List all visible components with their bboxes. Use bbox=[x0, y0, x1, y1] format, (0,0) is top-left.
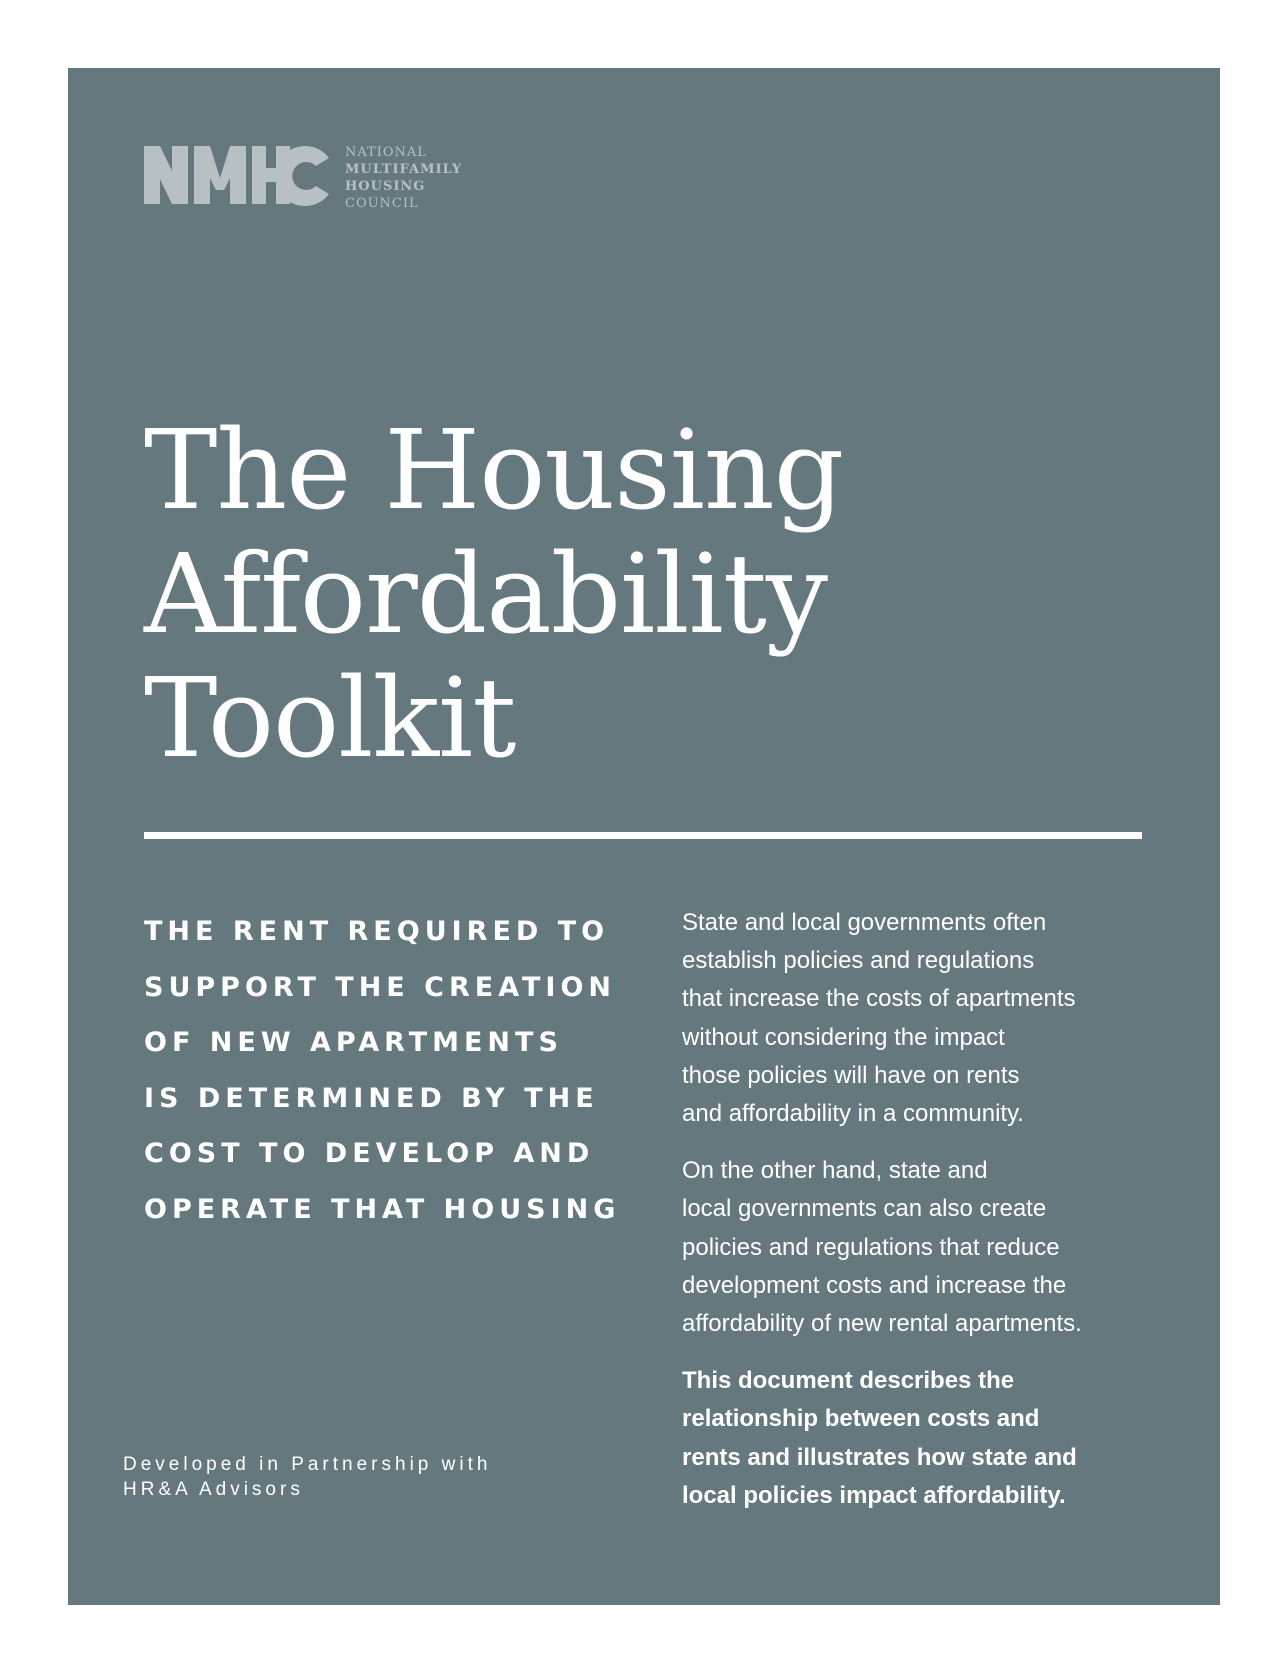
body-line: those policies will have on rents bbox=[682, 1061, 1020, 1089]
nmhc-logo bbox=[144, 144, 462, 212]
body-paragraph-1 bbox=[682, 904, 1142, 1133]
body-line: local policies impact affordability. bbox=[682, 1481, 1066, 1509]
logo-line-council: COUNCIL bbox=[345, 196, 419, 211]
partner-line: HR&A Advisors bbox=[123, 1479, 304, 1500]
logo-line-multifamily: MULTIFAMILY bbox=[345, 162, 463, 177]
body-paragraph-2 bbox=[682, 1152, 1142, 1343]
partner-line: Developed in Partnership with bbox=[123, 1454, 492, 1475]
lead-line: COST TO DEVELOP AND bbox=[144, 1138, 595, 1169]
partner-credit bbox=[123, 1452, 491, 1502]
logo-wordmark bbox=[345, 144, 462, 212]
body-line: without considering the impact bbox=[682, 1023, 1005, 1051]
body-line: local governments can also create bbox=[682, 1195, 1047, 1223]
body-line: State and local governments often bbox=[682, 909, 1047, 936]
body-line: development costs and increase the bbox=[682, 1271, 1067, 1299]
body-line: rents and illustrates how state and bbox=[682, 1443, 1077, 1471]
body-line: establish policies and regulations bbox=[682, 947, 1035, 975]
logo-line-national: NATIONAL bbox=[345, 145, 427, 160]
logo-line-housing: HOUSING bbox=[345, 179, 426, 194]
body-line: On the other hand, state and bbox=[682, 1157, 988, 1185]
body-paragraph-3 bbox=[682, 1362, 1142, 1515]
body-line: policies and regulations that reduce bbox=[682, 1233, 1060, 1261]
title-line: Affordability bbox=[144, 530, 828, 658]
lead-line: SUPPORT THE CREATION bbox=[144, 971, 617, 1003]
lead-line: IS DETERMINED BY THE bbox=[144, 1082, 599, 1114]
body-copy bbox=[682, 904, 1142, 1534]
title-line: The Housing bbox=[144, 406, 844, 534]
document-title bbox=[144, 408, 843, 780]
nmhc-logo-mark bbox=[144, 144, 329, 206]
lead-statement bbox=[144, 904, 624, 1237]
body-line: affordability of new rental apartments. bbox=[682, 1310, 1082, 1338]
cover-panel bbox=[68, 68, 1220, 1605]
body-line: and affordability in a community. bbox=[682, 1100, 1024, 1128]
title-divider bbox=[144, 832, 1142, 839]
title-line: Toolkit bbox=[144, 654, 516, 782]
body-line: that increase the costs of apartments bbox=[682, 985, 1076, 1013]
lead-line: OPERATE THAT HOUSING bbox=[144, 1193, 621, 1225]
lead-line: THE RENT REQUIRED TO bbox=[144, 916, 610, 947]
body-line: relationship between costs and bbox=[682, 1405, 1040, 1433]
body-line: This document describes the bbox=[682, 1367, 1015, 1395]
lead-line: OF NEW APARTMENTS bbox=[144, 1027, 563, 1058]
